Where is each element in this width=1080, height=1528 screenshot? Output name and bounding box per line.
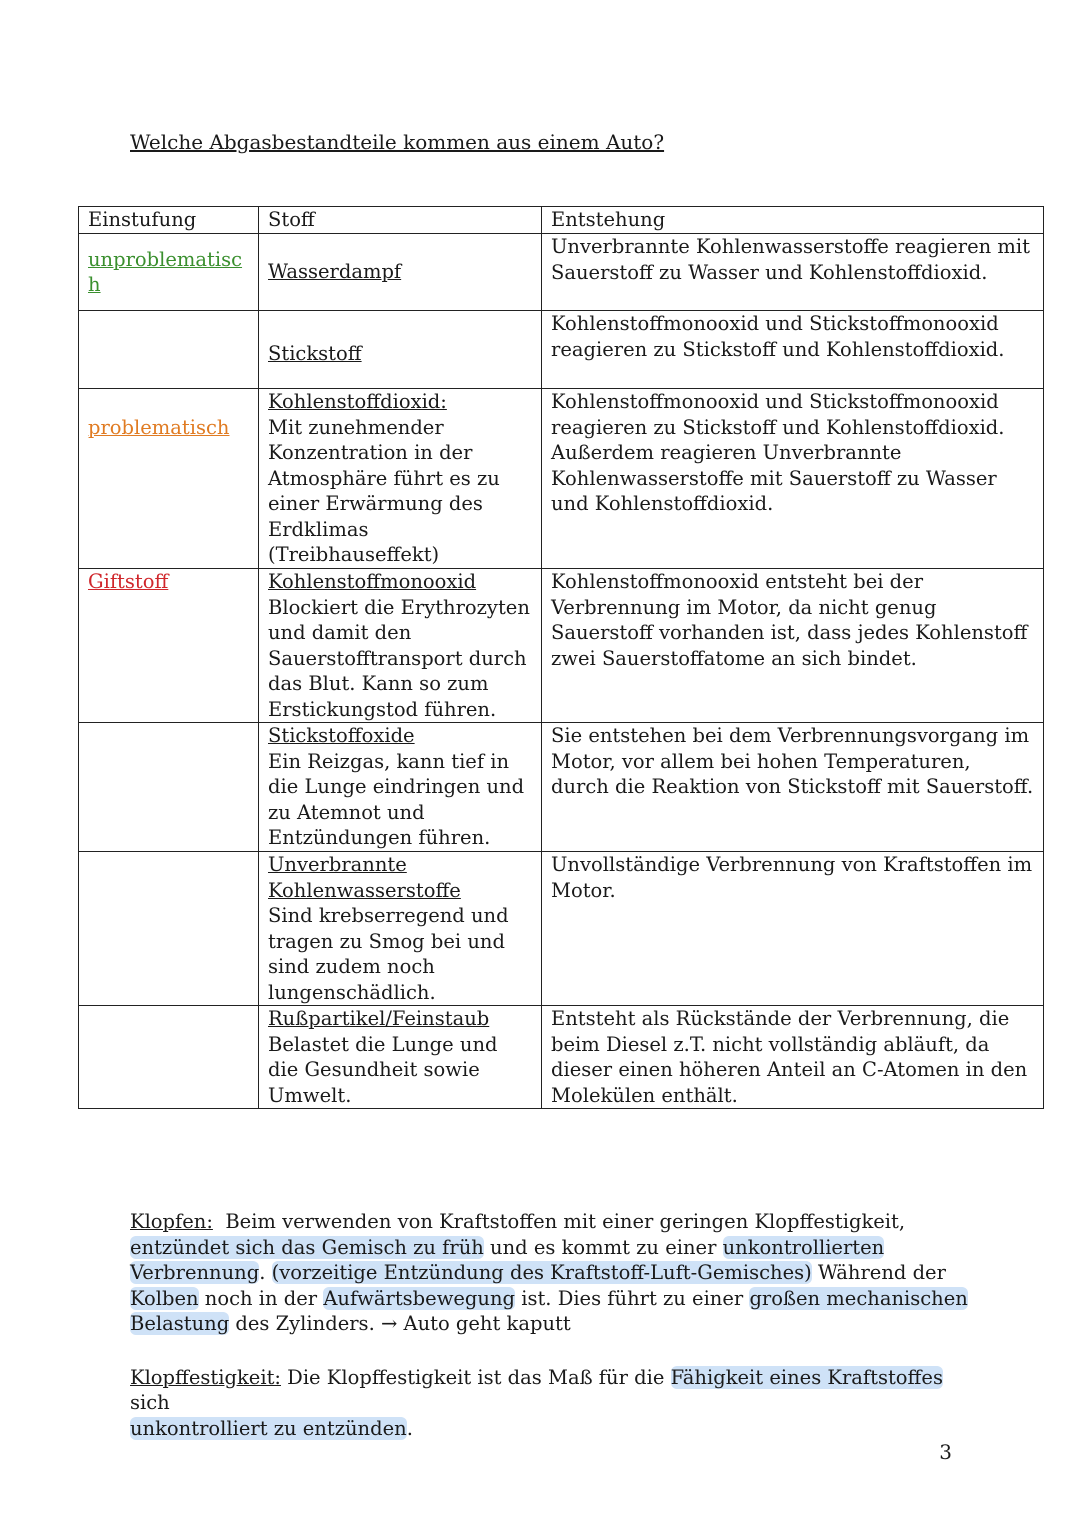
entstehung-cell: Kohlenstoffmonooxid und Stickstoffmonooxid reagieren zu Stickstoff und Kohlenstoffdioxid. Außerdem reagieren Unverbrannte Kohlenwasserstoffe mit Sauerstoff zu Wasser und Kohlenstoffdioxid. [542,389,1044,569]
stoff-title: Rußpartikel/Feinstaub [268,1007,490,1030]
stoff-title: Stickstoff [268,341,362,365]
einstufung-cell [79,723,259,852]
klopfen-text: und es kommt zu einer [483,1235,723,1259]
table-row [79,389,1044,569]
table-row [79,311,1044,389]
klopffestigkeit-text: . [406,1416,413,1440]
notes-section [130,1209,980,1441]
klopffestigkeit-text: Die Klopffestigkeit ist das Maß für die [280,1365,671,1389]
einstufung-label: Giftstoff [88,570,169,593]
highlight: unkontrolliert zu entzünden [130,1416,407,1440]
entstehung-cell: Unverbrannte Kohlenwasserstoffe reagieren mit Sauerstoff zu Wasser und Kohlenstoffdioxid. [542,234,1044,311]
klopfen-text: des Zylinders. → Auto geht kaputt [229,1312,571,1335]
klopffestigkeit-paragraph [130,1365,980,1442]
highlight: (vorzeitige Entzündung des Kraftstoff-Luft-Gemisches) [271,1261,812,1284]
stoff-cell [259,852,542,1006]
stoff-description: Blockiert die Erythrozyten und damit den Sauerstofftransport durch das Blut. Kann so zum Erstickungstod führen. [268,595,530,721]
page-number: 3 [939,1440,952,1464]
table-row [79,234,1044,311]
klopfen-text: Während der [811,1261,946,1284]
entstehung-cell: Entsteht als Rückstände der Verbrennung, die beim Diesel z.T. nicht vollständig abläuft, da dieser einen höheren Anteil an C-Atomen in den Molekülen enthält. [542,1006,1044,1109]
table-row [79,723,1044,852]
highlight: entzündet sich das Gemisch zu früh [130,1235,484,1259]
page-title: Welche Abgasbestandteile kommen aus einem Auto? [130,130,665,154]
table-row [79,852,1044,1006]
einstufung-cell [79,234,259,311]
einstufung-cell [79,569,259,723]
klopfen-term: Klopfen: [130,1210,213,1233]
highlight: großen mechanischen Belastung [130,1286,968,1335]
einstufung-label: unproblematisch [88,247,243,296]
einstufung-cell [79,389,259,569]
header-stoff: Stoff [259,207,542,234]
entstehung-cell: Sie entstehen bei dem Verbrennungsvorgang im Motor, vor allem bei hohen Temperaturen, durch die Reaktion von Stickstoff mit Sauerstoff. [542,723,1044,852]
stoff-cell [259,389,542,569]
stoff-title: Stickstoffoxide [268,724,415,747]
entstehung-cell: Kohlenstoffmonooxid entsteht bei der Verbrennung im Motor, da nicht genug Sauerstoff vorhanden ist, dass jedes Kohlenstoff zwei Sauerstoffatome an sich bindet. [542,569,1044,723]
einstufung-label: problematisch [88,416,230,439]
klopfen-text: Beim verwenden von Kraftstoffen mit einer geringen Klopffestigkeit, [225,1210,906,1233]
table-header-row [79,207,1044,234]
entstehung-cell: Kohlenstoffmonooxid und Stickstoffmonooxid reagieren zu Stickstoff und Kohlenstoffdioxid. [542,311,1044,389]
klopfen-text: ist. Dies führt zu einer [515,1286,750,1310]
klopfen-text: noch in der [198,1286,324,1310]
stoff-cell [259,569,542,723]
stoff-description: Sind krebserregend und tragen zu Smog bei und sind zudem noch lungenschädlich. [268,904,509,1004]
stoff-description: Belastet die Lunge und die Gesundheit sowie Umwelt. [268,1032,498,1107]
stoff-cell [259,723,542,852]
highlight: Kolben [130,1286,199,1310]
table-row [79,569,1044,723]
header-entstehung: Entstehung [542,207,1044,234]
stoff-title: Unverbrannte Kohlenwasserstoffe [268,853,461,902]
highlight: Fähigkeit eines Kraftstoffes [670,1365,943,1389]
entstehung-cell: Unvollständige Verbrennung von Kraftstoffen im Motor. [542,852,1044,1006]
table-row [79,1006,1044,1109]
klopfen-paragraph [130,1209,980,1337]
stoff-cell [259,234,542,311]
highlight: Aufwärtsbewegung [323,1286,516,1310]
stoff-title: Kohlenstoffmonooxid [268,570,477,593]
stoff-title: Kohlenstoffdioxid: [268,390,447,413]
einstufung-cell [79,852,259,1006]
exhaust-components-table [78,206,1044,1109]
klopffestigkeit-text: sich [130,1391,170,1414]
einstufung-cell [79,311,259,389]
header-einstufung: Einstufung [79,207,259,234]
highlight: unkontrollierten Verbrennung [130,1235,885,1284]
einstufung-cell [79,1006,259,1109]
stoff-cell [259,1006,542,1109]
stoff-description: Mit zunehmender Konzentration in der Atmosphäre führt es zu einer Erwärmung des Erdklimas (Treibhauseffekt) [268,415,500,566]
stoff-cell [259,311,542,389]
klopffestigkeit-term: Klopffestigkeit: [130,1365,281,1389]
stoff-description: Ein Reizgas, kann tief in die Lunge eindringen und zu Atemnot und Entzündungen führen. [268,749,525,849]
stoff-title: Wasserdampf [268,260,402,284]
klopfen-text: . [259,1261,272,1284]
